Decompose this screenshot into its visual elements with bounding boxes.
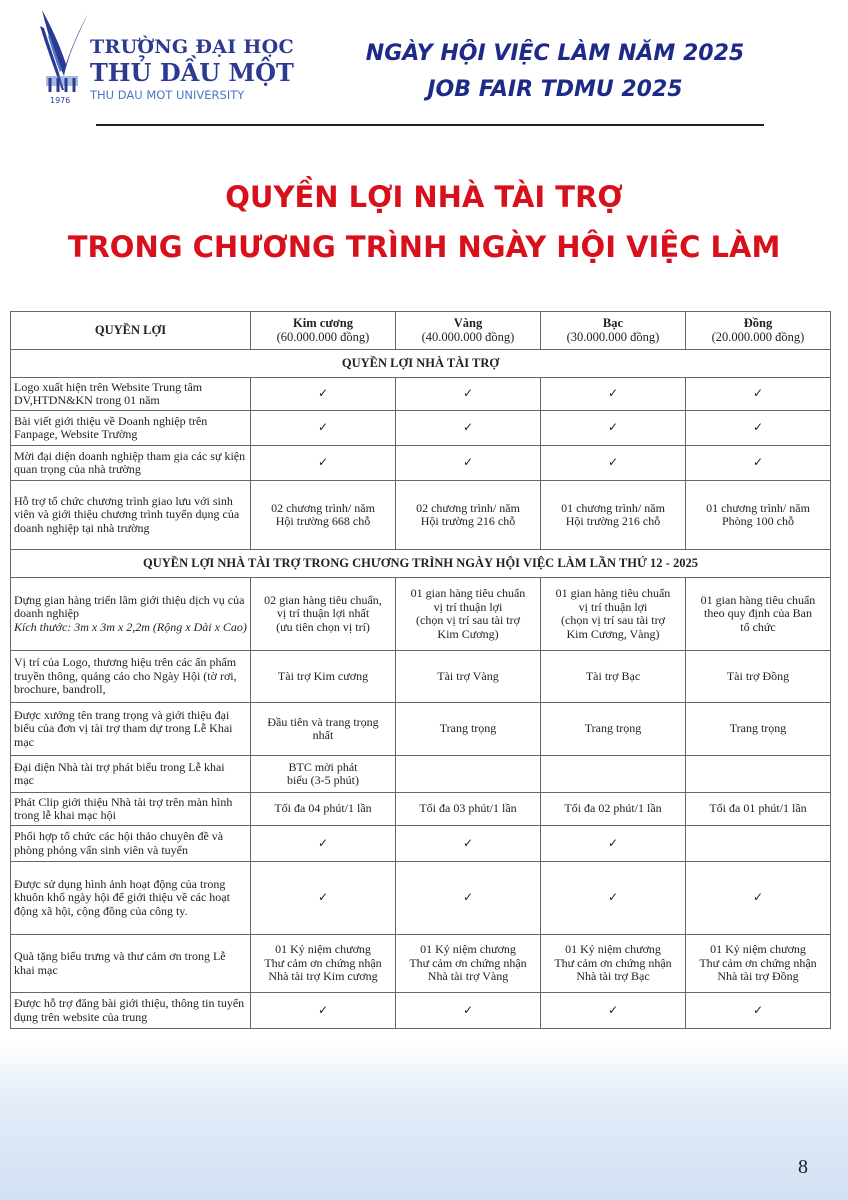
tier-cell: 01 Kỷ niệm chương Thư cảm ơn chứng nhận Nhà tài trợ Vàng [396,935,541,993]
logo-emblem-icon [38,6,90,102]
table-row [11,481,831,550]
page-background-band [0,1040,848,1200]
tier-cell-empty [686,756,831,793]
event-title [330,36,780,108]
tier-cell: 01 gian hàng tiêu chuẩn theo quy định của Ban tổ chức [686,578,831,651]
row-label: Quà tặng biểu trưng và thư cảm ơn trong Lễ khai mạc [11,935,251,993]
row-label: Phối hợp tổ chức các hội thảo chuyên đề và phòng phỏng vấn sinh viên và tuyển [11,826,251,862]
row-label: Được xướng tên trang trọng và giới thiệu đại biểu của đơn vị tài trợ tham dự trong Lễ Khai mạc [11,703,251,756]
check-icon: ✓ [251,378,396,411]
check-icon: ✓ [686,446,831,481]
row-label: Mời đại diện doanh nghiệp tham gia các sự kiện quan trọng của nhà trường [11,446,251,481]
tier-cell: Tối đa 01 phút/1 lần [686,793,831,826]
tier-cell: Trang trọng [396,703,541,756]
page-title-line-1: QUYỀN LỢI NHÀ TÀI TRỢ [225,180,623,214]
tier-cell: 01 chương trình/ năm Hội trường 216 chỗ [541,481,686,550]
table-row [11,993,831,1029]
check-icon: ✓ [541,411,686,446]
header-tier-diamond: Kim cương (60.000.000 đồng) [251,312,396,350]
tier-cell: Tài trợ Đồng [686,651,831,703]
check-icon: ✓ [251,862,396,935]
page-number: 8 [798,1156,808,1178]
check-icon: ✓ [686,862,831,935]
tier-cell: Tối đa 03 phút/1 lần [396,793,541,826]
header-tier-silver: Bạc (30.000.000 đồng) [541,312,686,350]
check-icon: ✓ [541,446,686,481]
check-icon: ✓ [396,826,541,862]
tier-cell: Tài trợ Bạc [541,651,686,703]
university-logo [38,6,294,106]
tier-cell: BTC mời phát biểu (3-5 phút) [251,756,396,793]
table-row [11,826,831,862]
tier-cell: Tài trợ Vàng [396,651,541,703]
table-header-row [11,312,831,350]
check-icon: ✓ [686,993,831,1029]
section-2-title: QUYỀN LỢI NHÀ TÀI TRỢ TRONG CHƯƠNG TRÌNH NGÀY HỘI VIỆC LÀM LẦN THỨ 12 - 2025 [11,550,831,578]
table-row [11,446,831,481]
section-2-row [11,550,831,578]
sponsor-benefits-table [10,311,831,1029]
table-row [11,703,831,756]
row-label: Vị trí của Logo, thương hiệu trên các ấn phẩm truyền thông, quảng cáo cho Ngày Hội (tờ rơi, brochure, bandroll, [11,651,251,703]
tier-cell-empty [396,756,541,793]
tier-cell: 01 Kỷ niệm chương Thư cảm ơn chứng nhận Nhà tài trợ Kim cương [251,935,396,993]
logo-line-1: TRƯỜNG ĐẠI HỌC [90,36,294,58]
check-icon: ✓ [541,993,686,1029]
page-title-line-2: TRONG CHƯƠNG TRÌNH NGÀY HỘI VIỆC LÀM [67,230,781,264]
table-row [11,378,831,411]
check-icon: ✓ [541,826,686,862]
check-icon: ✓ [251,446,396,481]
row-label: Logo xuất hiện trên Website Trung tâm DV,HTDN&KN trong 01 năm [11,378,251,411]
table-row [11,935,831,993]
section-1-row [11,350,831,378]
row-label: Đại diện Nhà tài trợ phát biểu trong Lễ khai mạc [11,756,251,793]
row-label: Hỗ trợ tổ chức chương trình giao lưu với sinh viên và giới thiệu chương trình tuyển dụng của doanh nghiệp tại nhà trường [11,481,251,550]
check-icon: ✓ [251,993,396,1029]
tier-cell: 01 gian hàng tiêu chuẩn vị trí thuận lợi (chọn vị trí sau tài trợ Kim Cương) [396,578,541,651]
table-row [11,578,831,651]
tier-cell: 01 chương trình/ năm Phòng 100 chỗ [686,481,831,550]
tier-cell: 01 Kỷ niệm chương Thư cảm ơn chứng nhận Nhà tài trợ Đồng [686,935,831,993]
check-icon: ✓ [396,446,541,481]
page-title [0,172,848,272]
row-label: Được hỗ trợ đăng bài giới thiệu, thông tin tuyển dụng trên website của trung [11,993,251,1029]
row-label: Được sử dụng hình ảnh hoạt động của trong khuôn khổ ngày hội để giới thiệu về các hoạt động xã hội, cộng đồng của công ty. [11,862,251,935]
tier-cell: Trang trọng [686,703,831,756]
header-tier-bronze: Đồng (20.000.000 đồng) [686,312,831,350]
check-icon: ✓ [396,411,541,446]
event-title-line-2: JOB FAIR TDMU 2025 [427,77,683,102]
check-icon: ✓ [251,411,396,446]
check-icon: ✓ [541,378,686,411]
tier-cell: 01 Kỷ niệm chương Thư cảm ơn chứng nhận Nhà tài trợ Bạc [541,935,686,993]
header-tier-gold: Vàng (40.000.000 đồng) [396,312,541,350]
logo-line-3: THU DAU MOT UNIVERSITY [90,88,245,102]
check-icon: ✓ [251,826,396,862]
tier-cell: 01 gian hàng tiêu chuẩn vị trí thuận lợi (chọn vị trí sau tài trợ Kim Cương, Vàng) [541,578,686,651]
section-1-title: QUYỀN LỢI NHÀ TÀI TRỢ [11,350,831,378]
tier-cell: 02 chương trình/ năm Hội trường 668 chỗ [251,481,396,550]
logo-line-2: THỦ DẦU MỘT [90,58,294,87]
header-benefit: QUYỀN LỢI [11,312,251,350]
tier-cell: Trang trọng [541,703,686,756]
tier-cell: Đầu tiên và trang trọng nhất [251,703,396,756]
row-label: Bài viết giới thiệu về Doanh nghiệp trên Fanpage, Website Trường [11,411,251,446]
tier-cell: Tối đa 04 phút/1 lần [251,793,396,826]
header-divider [96,124,764,126]
table-row [11,756,831,793]
check-icon: ✓ [686,378,831,411]
logo-year: 1976 [50,96,71,105]
check-icon: ✓ [396,378,541,411]
table-row [11,862,831,935]
event-title-line-1: NGÀY HỘI VIỆC LÀM NĂM 2025 [365,41,745,66]
check-icon: ✓ [541,862,686,935]
tier-cell: 02 gian hàng tiêu chuẩn, vị trí thuận lợi nhất (ưu tiên chọn vị trí) [251,578,396,651]
check-icon: ✓ [396,862,541,935]
tier-cell: Tối đa 02 phút/1 lần [541,793,686,826]
check-icon: ✓ [686,411,831,446]
row-label: Dựng gian hàng triển lãm giới thiệu dịch vụ của doanh nghiệp Kích thước: 3m x 3m x 2,2m (Rộng x Dài x Cao) [11,578,251,651]
tier-cell: 02 chương trình/ năm Hội trường 216 chỗ [396,481,541,550]
check-icon: ✓ [396,993,541,1029]
table-row [11,411,831,446]
tier-cell-empty [541,756,686,793]
tier-cell-empty [686,826,831,862]
table-row [11,651,831,703]
row-label: Phát Clip giới thiệu Nhà tài trợ trên màn hình trong lễ khai mạc hội [11,793,251,826]
table-row [11,793,831,826]
tier-cell: Tài trợ Kim cương [251,651,396,703]
